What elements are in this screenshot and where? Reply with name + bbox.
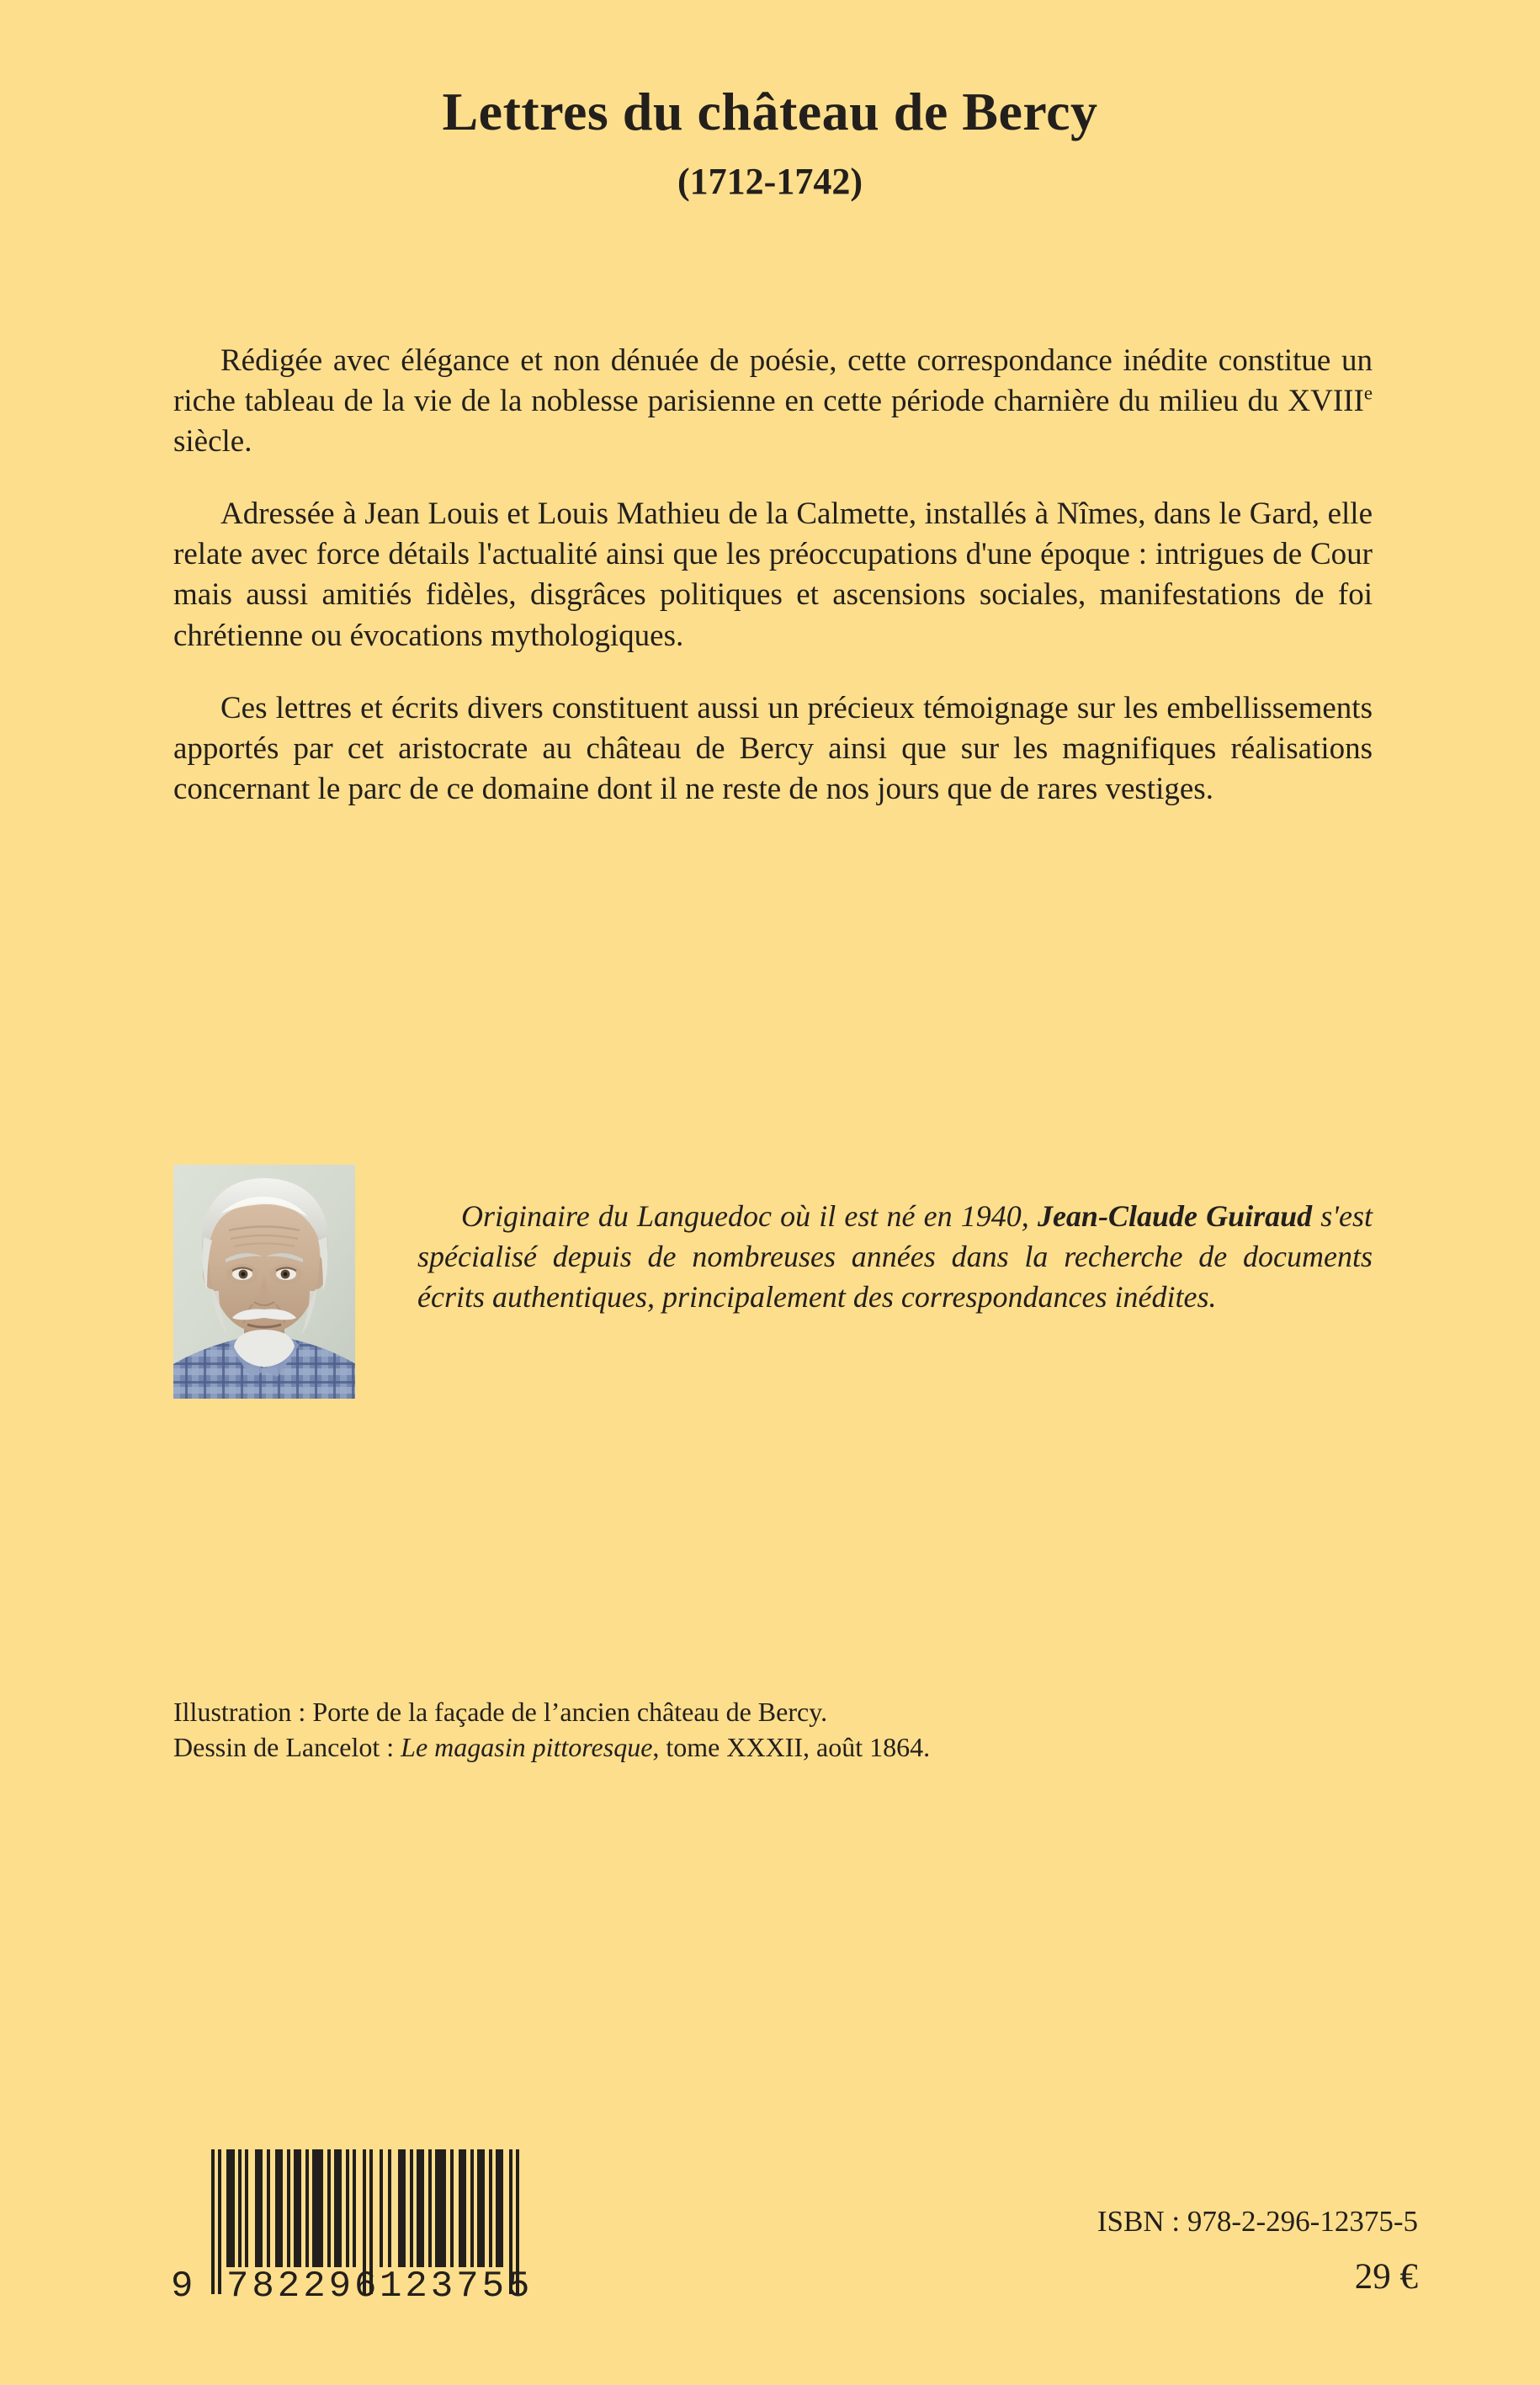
blurb-paragraph-1-part-b: siècle. — [173, 424, 252, 459]
title-block — [0, 82, 1540, 203]
blurb-text — [173, 341, 1373, 810]
illustration-credit — [173, 1694, 1373, 1765]
blurb-paragraph-1 — [173, 341, 1373, 462]
author-portrait-image — [173, 1165, 355, 1399]
author-block — [173, 1165, 1373, 1318]
blurb-paragraph-2: Adressée à Jean Louis et Louis Mathieu de la Calmette, installés à Nîmes, dans le Gard, elle relate avec force détails l'actualité ainsi que les préoccupations d'une époque : intrigues de Cour mais aussi amitiés fidèles, disgrâces politiques et ascensions sociales, manifestations de foi chrétienne ou évocations mythologiques. — [173, 497, 1373, 653]
barcode-lead-digit: 9 — [171, 2265, 194, 2303]
credit-line-2 — [173, 1729, 1373, 1765]
author-bio-part-a: Originaire du Languedoc où il est né en 1940, — [461, 1199, 1038, 1233]
ordinal-suffix: e — [1363, 382, 1373, 404]
price: 29 € — [1354, 2257, 1418, 2297]
author-name: Jean-Claude Guiraud — [1037, 1199, 1313, 1233]
barcode-group-2: 123755 — [380, 2265, 534, 2303]
barcode-group-1: 782296 — [226, 2265, 380, 2303]
barcode-image — [164, 2143, 560, 2303]
credit-line-2-suffix: , tome XXXII, août 1864. — [652, 1732, 931, 1763]
credit-line-2-prefix: Dessin de Lancelot : — [173, 1732, 401, 1763]
author-photo — [173, 1165, 355, 1399]
blurb-paragraph-1-part-a: Rédigée avec élégance et non dénuée de poésie, cette correspondance inédite constitue un riche tableau de la vie de la noblesse parisienne en cette période charnière du milieu du XVIII — [173, 343, 1373, 419]
page-subtitle: (1712-1742) — [677, 161, 863, 203]
author-bio — [417, 1165, 1373, 1318]
blurb-paragraph-3: Ces lettres et écrits divers constituent aussi un précieux témoignage sur les embellissements apportés par cet aristocrate au château de Bercy ainsi que sur les magnifiques réalisations concernant le parc de ce domaine dont il ne reste de nos jours que de rares vestiges. — [173, 690, 1373, 806]
author-bio-part-b: s'est spécialisé depuis de nombreuses années dans la recherche de documents écrits authentiques, principalement des correspondances inédites. — [417, 1199, 1373, 1314]
credit-source-title: Le magasin pittoresque — [401, 1732, 653, 1763]
isbn-price-block — [1097, 2205, 1418, 2301]
isbn-number: ISBN : 978-2-296-12375-5 — [1097, 2205, 1418, 2238]
page-title: Lettres du château de Bercy — [442, 82, 1098, 141]
credit-line-1: Illustration : Porte de la façade de l’ancien château de Bercy. — [173, 1697, 828, 1727]
isbn-barcode — [164, 2143, 560, 2303]
